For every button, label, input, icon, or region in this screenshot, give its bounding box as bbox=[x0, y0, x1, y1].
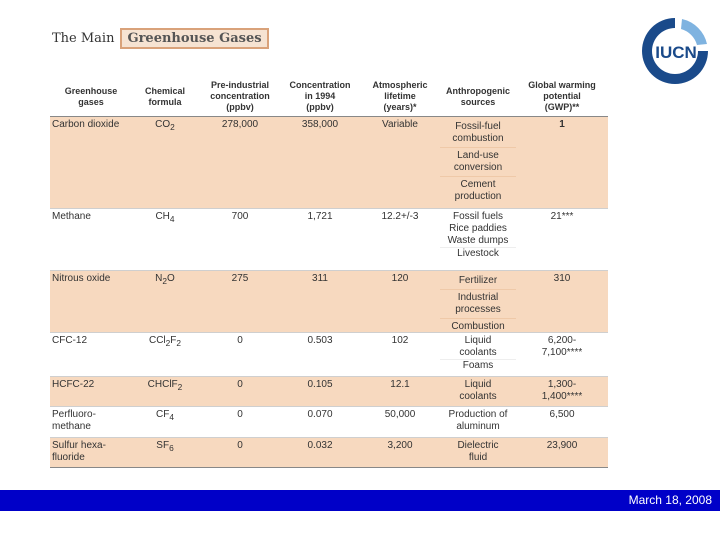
source-item: Fossil-fuel combustion bbox=[452, 121, 504, 144]
cell-lifetime: 12.2+/-3 bbox=[381, 211, 419, 222]
table-row bbox=[50, 209, 608, 271]
cell-sources bbox=[440, 271, 516, 332]
cell-gas: Carbon dioxide bbox=[52, 119, 120, 130]
cell-concentration: 358,000 bbox=[301, 119, 339, 130]
cell-concentration: 0.503 bbox=[307, 335, 333, 346]
cell-formula: $CCl_2F_2$ bbox=[148, 335, 182, 348]
table-row bbox=[50, 271, 608, 333]
cell-lifetime: 3,200 bbox=[387, 440, 413, 451]
cell-formula: $CH_4$ bbox=[155, 211, 175, 224]
cell-preindustrial: 275 bbox=[231, 273, 249, 284]
title-highlight: Greenhouse Gases bbox=[120, 28, 268, 49]
cell-lifetime: 12.1 bbox=[390, 379, 410, 390]
cell-lifetime: 120 bbox=[391, 273, 409, 284]
cell-gwp: 6,500 bbox=[549, 409, 575, 420]
source-item: Production of aluminum bbox=[448, 409, 508, 432]
header-gas: Greenhouse gases bbox=[64, 85, 118, 107]
header-preindustrial: Pre-industrial concentration (ppbv) bbox=[210, 80, 270, 112]
iucn-logo-icon bbox=[638, 14, 712, 88]
slide-title bbox=[52, 28, 269, 49]
cell-preindustrial: 0 bbox=[237, 335, 243, 346]
cell-sources bbox=[440, 407, 516, 437]
cell-sources bbox=[440, 377, 516, 406]
cell-preindustrial: 700 bbox=[231, 211, 249, 222]
cell-gwp: 310 bbox=[553, 273, 571, 284]
cell-lifetime: Variable bbox=[382, 119, 418, 130]
greenhouse-gas-table bbox=[50, 77, 608, 468]
cell-gwp: 1,300- 1,400**** bbox=[541, 379, 583, 402]
cell-gwp: 6,200- 7,100**** bbox=[541, 335, 583, 358]
footer-bar bbox=[0, 490, 720, 511]
cell-preindustrial: 0 bbox=[237, 379, 243, 390]
source-item: Waste dumps bbox=[447, 235, 509, 246]
cell-gas: CFC-12 bbox=[52, 335, 88, 346]
source-item: Cement production bbox=[440, 176, 516, 205]
cell-sources bbox=[440, 438, 516, 467]
cell-gas: Nitrous oxide bbox=[52, 273, 111, 284]
header-formula: Chemical formula bbox=[144, 85, 186, 107]
cell-gwp: 21*** bbox=[550, 211, 574, 222]
cell-concentration: 0.070 bbox=[307, 409, 333, 420]
cell-sources bbox=[440, 333, 516, 376]
cell-formula: $CO_2$ bbox=[155, 119, 175, 132]
cell-gas: HCFC-22 bbox=[52, 379, 95, 390]
cell-sources bbox=[440, 209, 516, 270]
source-item: Foams bbox=[440, 359, 516, 372]
header-concentration: Concentration in 1994 (ppbv) bbox=[289, 80, 351, 112]
cell-concentration: 0.105 bbox=[307, 379, 333, 390]
cell-formula: $SF_6$ bbox=[156, 440, 174, 453]
source-item: Liquid coolants bbox=[459, 335, 497, 358]
cell-gas: Perfluoro- methane bbox=[52, 409, 96, 432]
cell-sources bbox=[440, 117, 516, 208]
source-item: Combustion bbox=[440, 318, 516, 335]
cell-gas: Sulfur hexa- fluoride bbox=[52, 440, 106, 463]
cell-preindustrial: 0 bbox=[237, 440, 243, 451]
cell-formula: CHClF$_2$ bbox=[147, 379, 183, 392]
cell-gwp: 23,900 bbox=[546, 440, 578, 451]
header-gwp: Global warming potential (GWP)** bbox=[528, 80, 596, 112]
table-row bbox=[50, 377, 608, 407]
source-item: Dielectric fluid bbox=[457, 440, 499, 463]
table-row bbox=[50, 333, 608, 377]
cell-lifetime: 102 bbox=[391, 335, 409, 346]
source-item: Land-use conversion bbox=[440, 147, 516, 176]
source-item: Fertilizer bbox=[458, 275, 498, 286]
cell-lifetime: 50,000 bbox=[384, 409, 416, 420]
cell-preindustrial: 278,000 bbox=[221, 119, 259, 130]
cell-gas: Methane bbox=[52, 211, 91, 222]
logo-text: IUCN bbox=[655, 43, 697, 62]
footer-date: March 18, 2008 bbox=[628, 493, 712, 507]
cell-formula: $CF_4$ bbox=[156, 409, 174, 422]
header-lifetime: Atmospheric lifetime (years)* bbox=[372, 80, 428, 112]
table-header bbox=[50, 77, 608, 117]
table-row bbox=[50, 438, 608, 468]
source-item: Fossil fuels bbox=[452, 211, 503, 222]
cell-gwp: 1 bbox=[559, 119, 565, 130]
cell-concentration: 1,721 bbox=[307, 211, 333, 222]
source-item: Industrial processes bbox=[440, 289, 516, 318]
header-sources: Anthropogenic sources bbox=[446, 85, 510, 107]
table-row bbox=[50, 117, 608, 209]
source-item: Liquid coolants bbox=[459, 379, 497, 402]
cell-preindustrial: 0 bbox=[237, 409, 243, 420]
source-item: Rice paddies bbox=[449, 223, 507, 234]
table-row bbox=[50, 407, 608, 438]
cell-concentration: 0.032 bbox=[307, 440, 333, 451]
cell-concentration: 311 bbox=[312, 273, 328, 284]
title-prefix: The Main bbox=[52, 31, 115, 46]
source-item: Livestock bbox=[440, 247, 516, 260]
cell-formula: $N_2O$ bbox=[155, 273, 175, 286]
